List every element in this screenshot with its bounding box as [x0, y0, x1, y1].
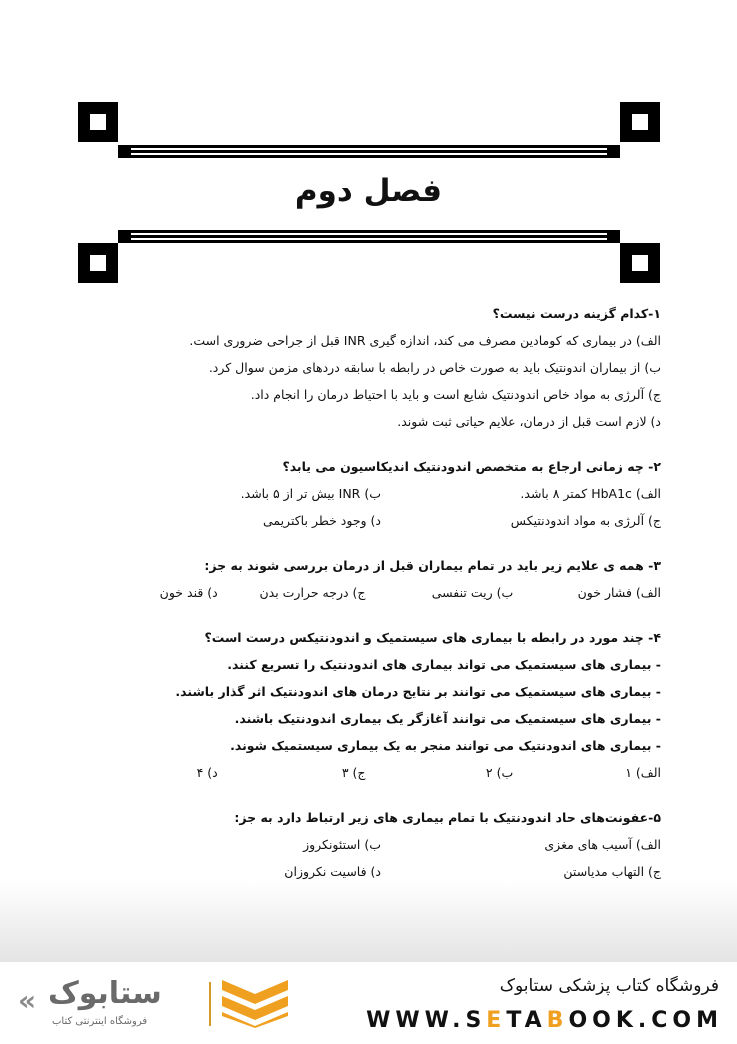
logo-tagline: فروشگاه اینترنتی کتاب: [52, 1016, 148, 1027]
question-3-option-c: ج) درجه حرارت بدن: [259, 585, 366, 600]
book-stack-icon: [222, 980, 288, 1028]
chapter-title: فصل دوم: [294, 173, 443, 209]
question-3-option-d: د) قند خون: [159, 585, 218, 600]
question-2-option-c: ج) آلرژی به مواد اندودنتیکس: [510, 513, 661, 528]
store-url[interactable]: [366, 1008, 723, 1033]
question-5-option-b: ب) استئونکروز: [303, 837, 381, 852]
url-part: OOK.COM: [568, 1008, 723, 1033]
frame-corner-top-right: [620, 102, 660, 142]
frame-rule-top: [130, 145, 607, 158]
question-4: [70, 624, 661, 786]
question-4-option-d: د) ۴: [196, 765, 218, 780]
question-3-title: ۳- همه ی علایم زیر باید در تمام بیماران قبل از درمان بررسی شوند به جز:: [204, 558, 661, 573]
question-4-option-b: ب) ۲: [485, 765, 514, 780]
question-2-row-2: [70, 507, 661, 534]
logo-wordmark: ستابوک: [48, 976, 162, 1011]
question-1-option-c: ج) آلرژی به مواد خاص اندودنتیک شایع است و باید با احتیاط درمان را انجام داد.: [250, 387, 661, 402]
question-5-option-a: الف) آسیب های مغزی: [544, 837, 661, 852]
url-part: TA: [506, 1008, 547, 1033]
question-4-title: ۴- چند مورد در رابطه با بیماری های سیستمیک و اندودنتیکس درست است؟: [204, 630, 661, 645]
spacer: [70, 435, 661, 453]
logo-divider: [209, 982, 211, 1026]
question-4-statement-2: - بیماری های سیستمیک می توانند بر نتایج درمان های اندودنتیک اثر گذار باشند.: [175, 684, 661, 699]
question-1-option-a: الف) در بیماری که کومادین مصرف می کند، اندازه گیری INR قبل از جراحی ضروری است.: [189, 333, 661, 348]
question-3-option-a: الف) فشار خون: [577, 585, 661, 600]
question-2-title: ۲- چه زمانی ارجاع به متخصص اندودنتیک اندیکاسیون می یابد؟: [282, 459, 661, 474]
question-2-option-b: ب) INR بیش تر از ۵ باشد.: [240, 486, 381, 501]
question-5-option-d: د) فاسیت نکروزان: [284, 864, 381, 879]
frame-corner-bottom-left: [78, 243, 118, 283]
question-1: [70, 300, 661, 435]
url-part: WWW.S: [366, 1008, 487, 1033]
question-1-option-b: ب) از بیماران اندونتیک باید به صورت خاص در رابطه با سابقه دردهای مزمن سوال کرد.: [208, 360, 661, 375]
question-3-option-b: ب) ریت تنفسی: [431, 585, 514, 600]
frame-rule-bottom: [130, 230, 607, 243]
question-4-statement-4: - بیماری های اندودنتیک می توانند منجر به یک بیماری سیستمیک شوند.: [230, 738, 661, 753]
spacer: [70, 786, 661, 804]
frame-corner-top-left: [78, 102, 118, 142]
question-2-row-1: [70, 480, 661, 507]
question-4-option-c: ج) ۳: [341, 765, 366, 780]
question-4-options: [70, 759, 661, 786]
url-accent: E: [486, 1008, 507, 1033]
question-4-statement-3: - بیماری های سیستمیک می توانند آغازگر یک بیماری اندودنتیک باشند.: [234, 711, 661, 726]
question-3-options: [70, 579, 661, 606]
question-2: [70, 453, 661, 534]
question-5-title: ۵-عفونت‌های حاد اندودنتیک با تمام بیماری های زیر ارتباط دارد به جز:: [234, 810, 661, 825]
frame-joint-top-right: [607, 145, 620, 158]
question-5-row-1: [70, 831, 661, 858]
spacer: [70, 534, 661, 552]
question-1-title: ۱-کدام گزینه درست نیست؟: [492, 306, 661, 321]
spacer: [70, 606, 661, 624]
footer-banner: [0, 962, 737, 1044]
question-2-option-a: الف) HbA1c کمتر ۸ باشد.: [520, 486, 661, 501]
question-4-option-a: الف) ۱: [625, 765, 661, 780]
chevrons-icon: «: [18, 984, 37, 1017]
question-4-statement-1: - بیماری های سیستمیک می تواند بیماری های اندودنتیک را تسریع کنند.: [227, 657, 661, 672]
footer-fade: [0, 880, 737, 962]
chapter-frame: [0, 0, 737, 300]
questions-section: [70, 300, 661, 885]
store-logo[interactable]: [12, 970, 302, 1038]
question-5-option-c: ج) التهاب مدیاستن: [563, 864, 661, 879]
question-3: [70, 552, 661, 606]
question-5: [70, 804, 661, 885]
url-accent: B: [546, 1008, 569, 1033]
frame-corner-bottom-right: [620, 243, 660, 283]
store-name: فروشگاه کتاب پزشکی ستابوک: [499, 976, 719, 996]
question-2-option-d: د) وجود خطر باکتریمی: [262, 513, 381, 528]
question-1-option-d: د) لازم است قبل از درمان، علایم حیاتی ثبت شوند.: [397, 414, 661, 429]
frame-joint-bottom-right: [607, 230, 620, 243]
